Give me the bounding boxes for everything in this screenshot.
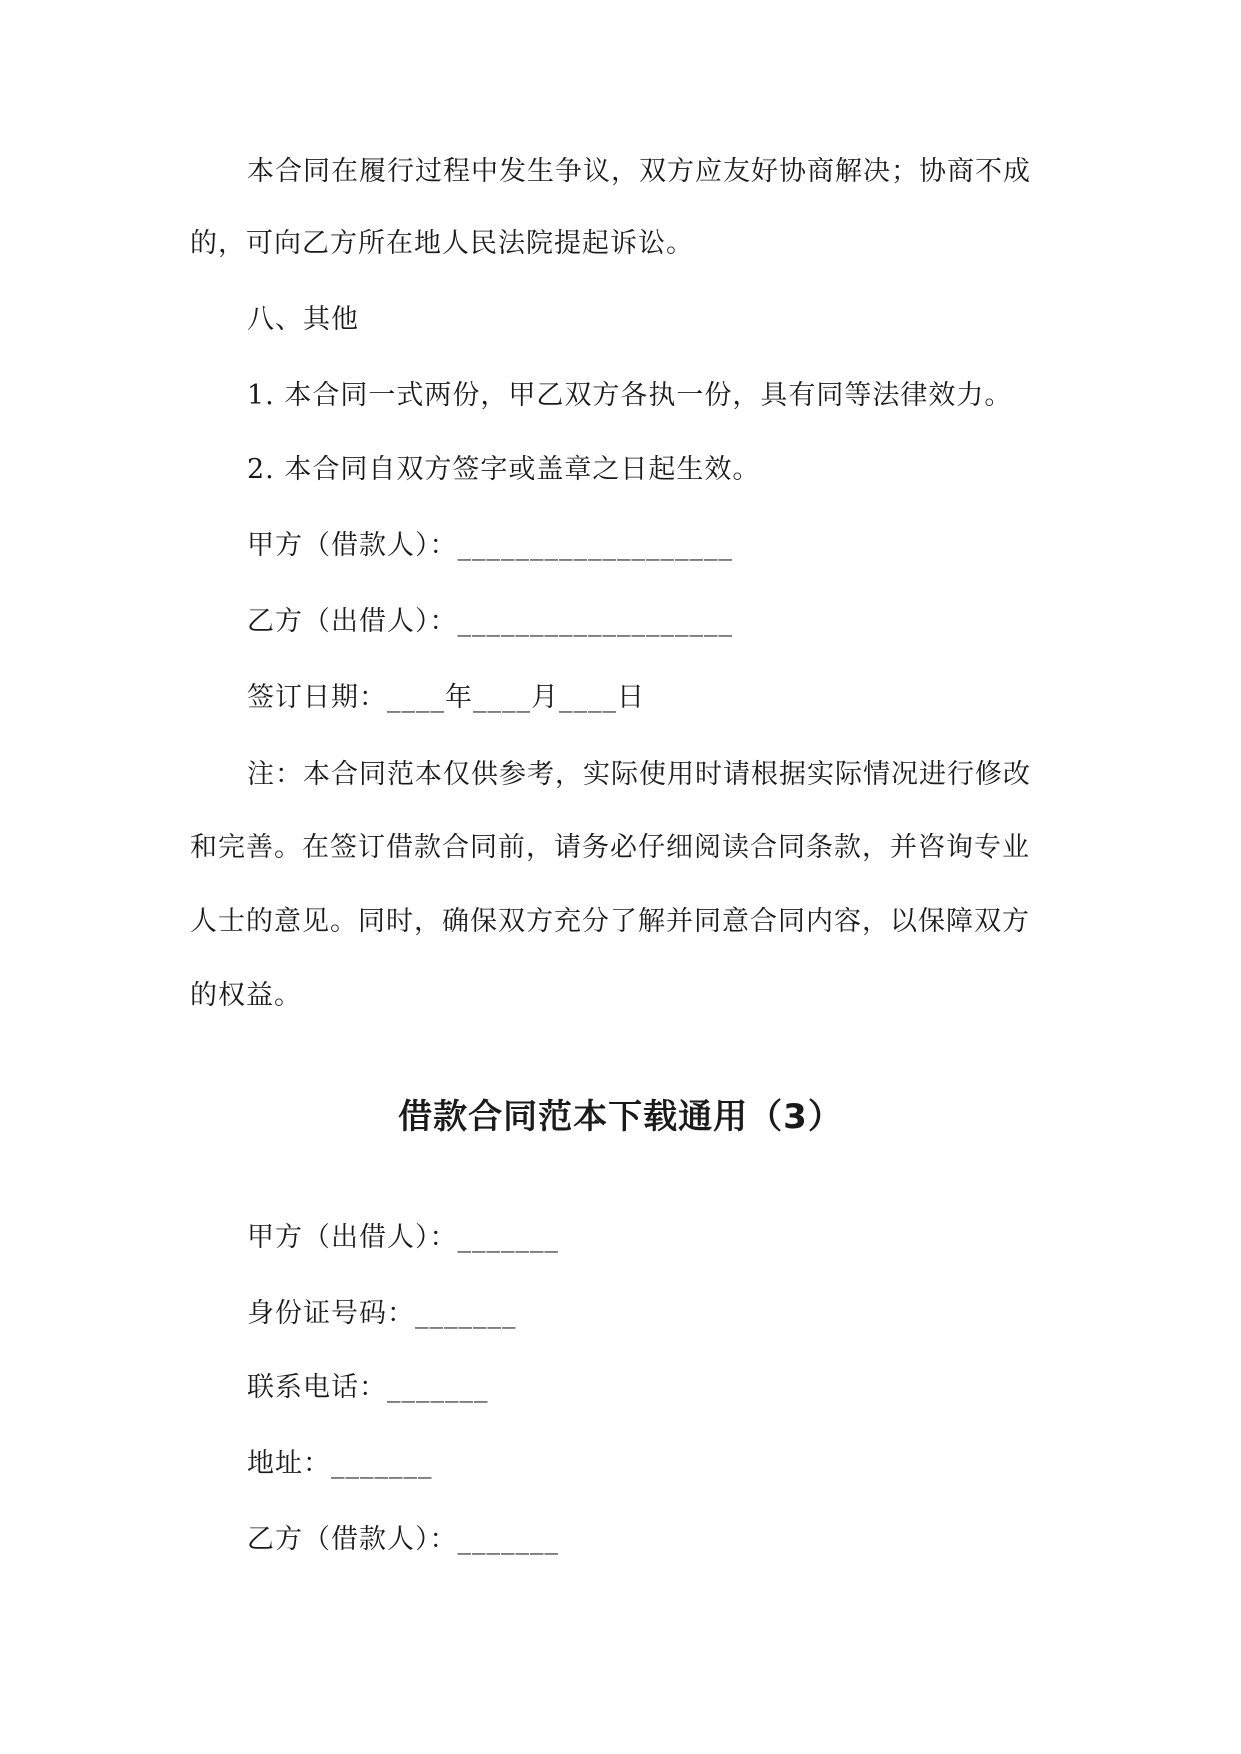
note-line-2: 和完善。在签订借款合同前，请务必仔细阅读合同条款，并咨询专业 (190, 832, 1030, 863)
phone-field: 联系电话：_______ (247, 1372, 489, 1403)
other-heading: 八、其他 (247, 304, 359, 335)
borrower-field: 乙方（借款人）：_______ (247, 1524, 559, 1555)
note-line-4: 的权益。 (190, 980, 302, 1011)
address-field: 地址：_______ (247, 1448, 433, 1479)
lender-field: 甲方（出借人）：_______ (247, 1222, 559, 1253)
other-item-1: 1. 本合同一式两份，甲乙双方各执一份，具有同等法律效力。 (247, 380, 1013, 411)
id-number-field: 身份证号码：_______ (247, 1298, 517, 1329)
party-a-signature-line: 甲方（借款人）：___________________ (247, 530, 733, 561)
dispute-clause-line-1: 本合同在履行过程中发生争议，双方应友好协商解决；协商不成 (247, 156, 1031, 187)
party-b-signature-line: 乙方（出借人）：___________________ (247, 606, 733, 637)
other-item-2: 2. 本合同自双方签字或盖章之日起生效。 (247, 454, 761, 485)
note-line-1: 注：本合同范本仅供参考，实际使用时请根据实际情况进行修改 (247, 759, 1031, 790)
note-line-3: 人士的意见。同时，确保双方充分了解并同意合同内容，以保障双方 (190, 906, 1030, 937)
dispute-clause-line-2: 的，可向乙方所在地人民法院提起诉讼。 (190, 228, 694, 259)
signing-date-line: 签订日期：____年____月____日 (247, 682, 645, 713)
contract-3-title: 借款合同范本下载通用（3） (398, 1097, 843, 1137)
